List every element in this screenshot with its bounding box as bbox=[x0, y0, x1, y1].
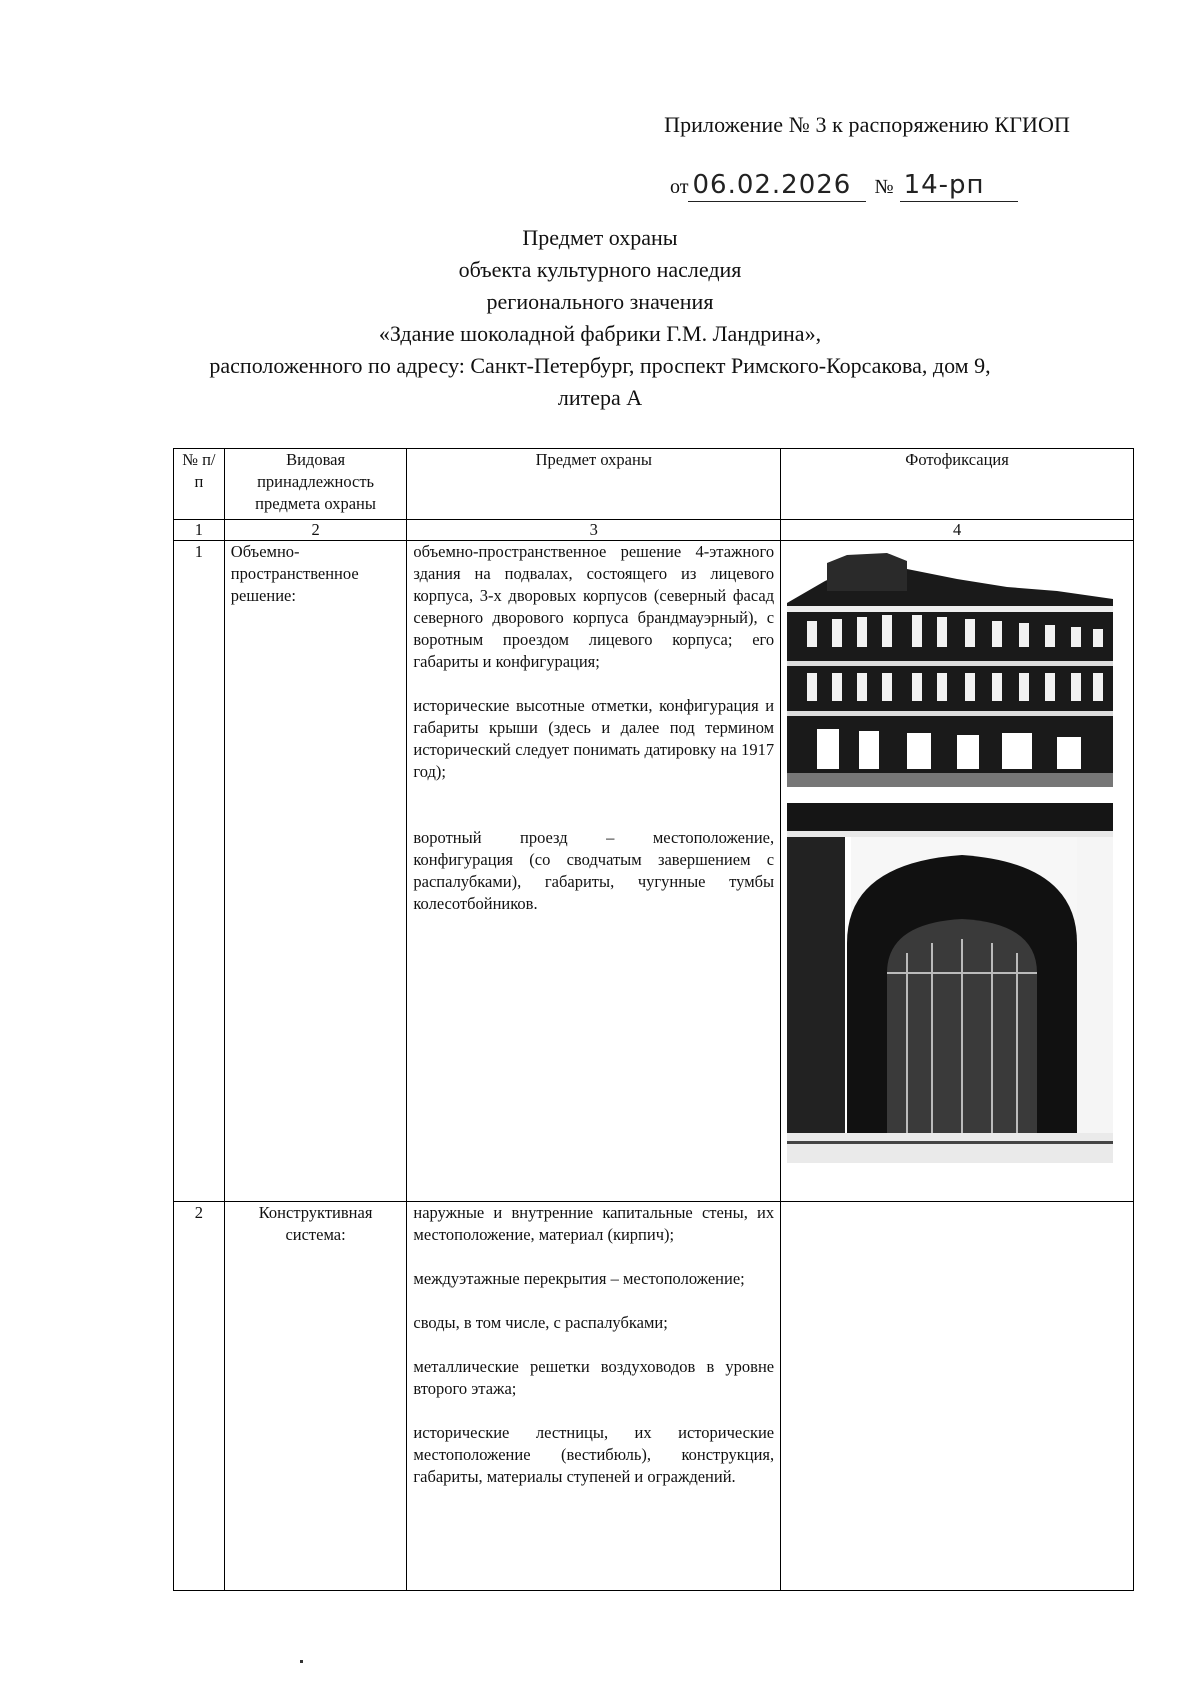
subject-item: металлические решетки воздуховодов в уровне второго этажа; bbox=[413, 1357, 775, 1398]
order-date: 06.02.2026 bbox=[688, 170, 866, 202]
row-number: 1 bbox=[174, 541, 225, 1202]
protection-subject-table bbox=[173, 448, 1134, 1591]
subject-item: исторические лестницы, их исторические местоположение (вестибюль), конструкция, габариты, материалы ступеней и ограждений. bbox=[413, 1423, 775, 1486]
title-line: объекта культурного наследия bbox=[458, 257, 742, 282]
number-label: № bbox=[874, 176, 894, 198]
row-category: Конструктивная система: bbox=[224, 1202, 407, 1591]
column-number: 1 bbox=[174, 520, 225, 541]
title-line: «Здание шоколадной фабрики Г.М. Ландрина», bbox=[378, 321, 822, 346]
document-title bbox=[0, 222, 1200, 414]
table-row bbox=[174, 1202, 1134, 1591]
title-line: литера А bbox=[557, 385, 643, 410]
column-number-row bbox=[174, 520, 1134, 541]
order-date-number bbox=[670, 170, 1018, 202]
row-photos bbox=[781, 541, 1134, 1202]
order-number: 14-рп bbox=[900, 170, 1018, 202]
column-number: 4 bbox=[781, 520, 1134, 541]
subject-item: воротный проезд – местоположение, конфигурация (со сводчатым завершением с распалубками), габариты, чугунные тумбы колесотбойников. bbox=[413, 828, 775, 913]
subject-item: своды, в том числе, с распалубками; bbox=[413, 1313, 668, 1332]
row-number: 2 bbox=[174, 1202, 225, 1591]
row-category: Объемно-пространственное решение: bbox=[224, 541, 407, 1202]
subject-item: объемно-пространственное решение 4-этажного здания на подвалах, состоящего из лицевого корпуса, 3-х дворовых корпусов (северный фасад северного дворового корпуса брандмауэрный), с воротным проездом лицевого корпуса; его габариты и конфигурация; bbox=[413, 542, 775, 671]
row-subject bbox=[407, 1202, 781, 1591]
table-header-row bbox=[174, 449, 1134, 520]
header-category: Видовая принадлежность предмета охраны bbox=[224, 449, 407, 520]
subject-item: наружные и внутренние капитальные стены, их местоположение, материал (кирпич); bbox=[413, 1203, 775, 1244]
row-photos bbox=[781, 1202, 1134, 1591]
title-line: регионального значения bbox=[486, 289, 714, 314]
header-subject: Предмет охраны bbox=[407, 449, 781, 520]
row-subject bbox=[407, 541, 781, 1202]
subject-item: междуэтажные перекрытия – местоположение; bbox=[413, 1269, 745, 1288]
column-number: 2 bbox=[224, 520, 407, 541]
gateway-photo bbox=[787, 803, 1113, 1163]
title-line: расположенного по адресу: Санкт-Петербург, проспект Римского-Корсакова, дом 9, bbox=[209, 353, 991, 378]
subject-item: исторические высотные отметки, конфигурация и габариты крыши (здесь и далее под термином исторический следует понимать датировку на 1917 год); bbox=[413, 696, 775, 781]
header-photo: Фотофиксация bbox=[781, 449, 1134, 520]
date-prefix: от bbox=[670, 176, 689, 198]
table-row bbox=[174, 541, 1134, 1202]
column-number: 3 bbox=[407, 520, 781, 541]
header-number: № п/п bbox=[174, 449, 225, 520]
facade-photo bbox=[787, 551, 1113, 787]
scan-speck bbox=[300, 1660, 303, 1663]
title-line: Предмет охраны bbox=[522, 225, 678, 250]
appendix-reference: Приложение № 3 к распоряжению КГИОП bbox=[664, 112, 1070, 137]
